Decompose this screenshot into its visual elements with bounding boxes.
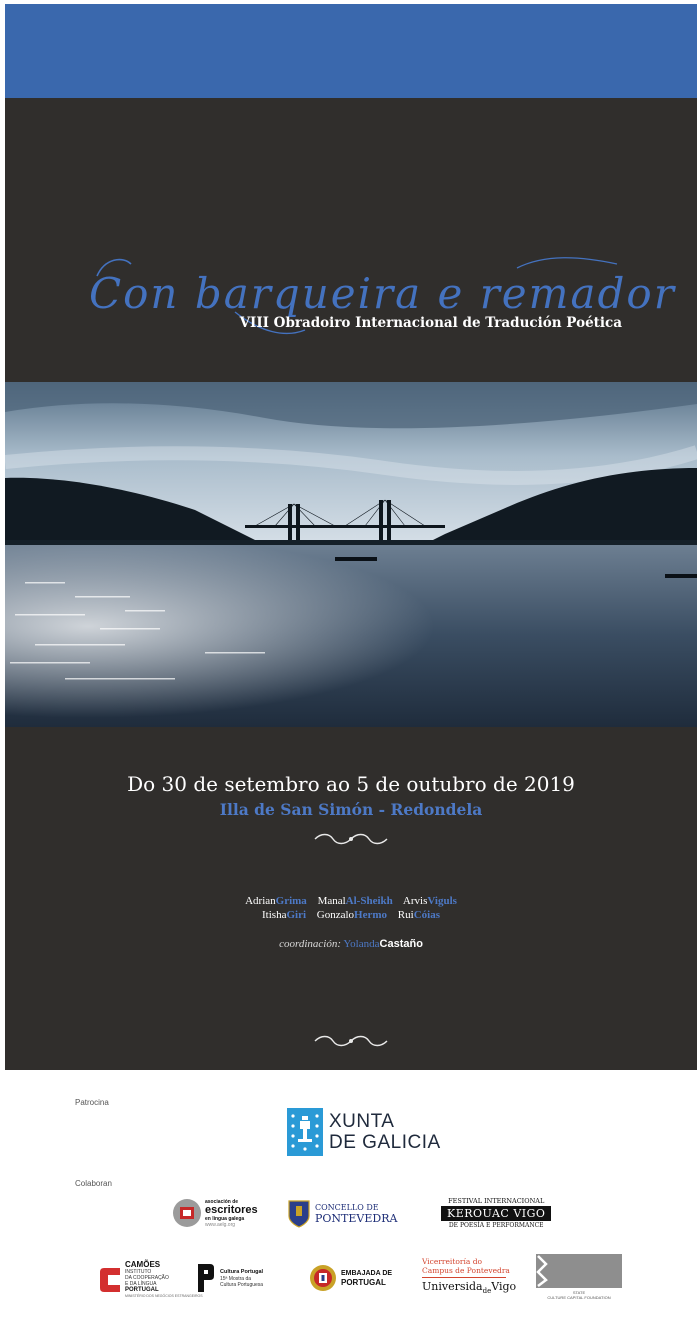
cultura-p-icon [196,1262,216,1294]
script-title [5,234,697,354]
workshop-subtitle: VIII Obradoiro Internacional de Tradución Poética [239,315,622,331]
aelg-emblem-icon [172,1198,202,1228]
poets-row-1: AdrianGrima ManalAl-Sheikh ArvisViguls [245,895,457,907]
svg-text:Con barqueira e remador: Con barqueira e remador [89,269,676,318]
bridge-photo [5,382,697,727]
xunta-shield-icon [287,1108,323,1156]
portugal-arms-icon [309,1264,337,1292]
cultura-portugal-logo: Cultura Portugal 15ª Mostra da Cultura Portuguesa [196,1262,263,1294]
event-venue: Illa de San Simón - Redondela [219,800,483,819]
ornament-divider-bottom-icon [311,1032,391,1050]
poets-row-2: ItishaGiri GonzaloHermo RuiCóias [262,909,440,921]
camoes-logo: CAMÕES INSTITUTO DA COOPERAÇÃO E DA LÍNGUA PORTUGAL MINISTÉRIO DOS NEGÓCIOS ESTRANGEIROS [98,1261,203,1298]
xunta-wordmark: XUNTA DE GALICIA [329,1111,441,1153]
aelg-logo: asociación de escritores en lingua galega www.aelg.org [172,1198,258,1228]
uvigo-rule [422,1277,506,1278]
camoes-c-icon [98,1264,122,1296]
event-dates: Do 30 de setembro ao 5 de outubro de 2019 [127,772,575,796]
uvigo-logo: Vicerreitoría do Campus de Pontevedra Universida$_{de}$Vigo [422,1257,517,1296]
kerouac-vigo-logo: FESTIVAL INTERNACIONAL KEROUAC VIGO DE POESÍA E PERFORMANCE [441,1197,551,1229]
concello-pontevedra-logo: CONCELLO DE PONTEVEDRA [288,1200,397,1228]
embajada-portugal-logo: EMBAJADA DE PORTUGAL [309,1264,392,1292]
top-blue-band [5,4,697,98]
ornament-divider-icon [311,830,391,848]
patrocina-label: Patrocina [75,1098,109,1107]
pontevedra-shield-icon [288,1200,310,1228]
state-block-icon [536,1254,622,1288]
xunta-logo [287,1108,441,1156]
poster [5,4,697,1070]
state-foundation-logo: STATE CULTURE CAPITAL FOUNDATION [536,1254,622,1300]
coordination-line: coordinación: YolandaCastaño [279,938,423,950]
poets-list [5,894,697,922]
colaboran-label: Colaboran [75,1179,112,1188]
